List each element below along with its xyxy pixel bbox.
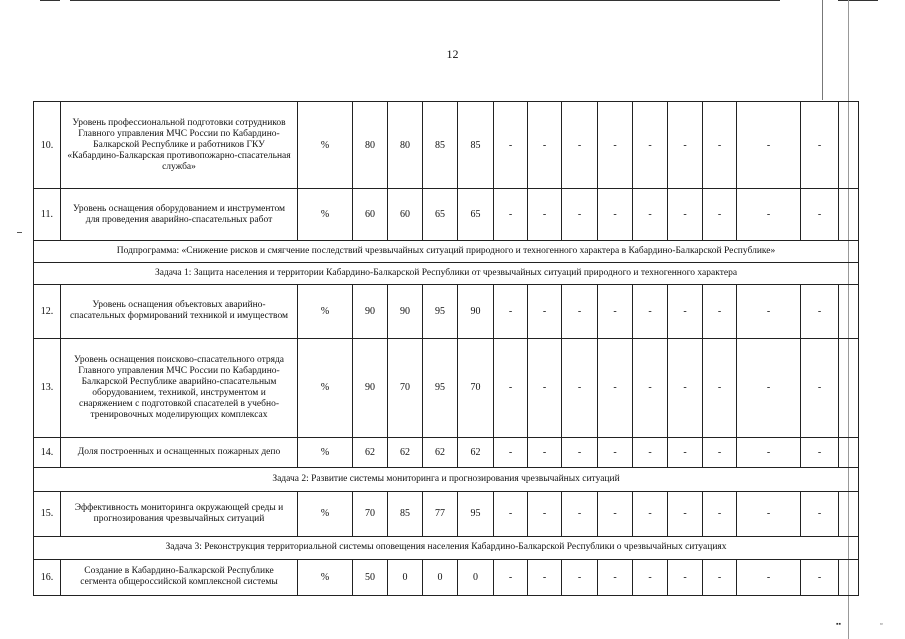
value-cell: 95 [423, 338, 458, 438]
section-row [34, 536, 859, 559]
table-row [34, 102, 859, 189]
value-cell: 62 [388, 438, 423, 468]
indicator-name: Уровень оснащения оборудованием и инструментом для проведения аварийно-спасательных работ [61, 189, 298, 241]
dash-cell: - [494, 492, 528, 537]
dash-cell: - [633, 189, 668, 241]
empty-cell [839, 438, 859, 468]
dash-cell: - [737, 338, 801, 438]
dash-cell: - [703, 189, 737, 241]
row-number: 10. [34, 102, 61, 189]
dash-cell: - [528, 284, 562, 338]
table-row [34, 559, 859, 595]
dash-cell: - [494, 338, 528, 438]
dash-cell: - [633, 102, 668, 189]
margin-mark [17, 232, 22, 233]
indicator-name: Доля построенных и оснащенных пожарных депо [61, 438, 298, 468]
dash-cell: - [737, 102, 801, 189]
dash-cell: - [494, 559, 528, 595]
value-cell: 0 [423, 559, 458, 595]
dash-cell: - [598, 492, 633, 537]
dash-cell: - [598, 559, 633, 595]
dash-cell: - [703, 338, 737, 438]
dash-cell: - [494, 438, 528, 468]
section-heading: Подпрограмма: «Снижение рисков и смягчение последствий чрезвычайных ситуаций природного и техногенного характера в Кабардино-Балкарской Республике» [34, 241, 859, 263]
value-cell: 62 [458, 438, 494, 468]
dash-cell: - [668, 438, 703, 468]
empty-cell [839, 338, 859, 438]
dash-cell: - [668, 559, 703, 595]
dash-cell: - [668, 102, 703, 189]
dash-cell: - [494, 284, 528, 338]
value-cell: 62 [423, 438, 458, 468]
dash-cell: - [703, 102, 737, 189]
table-row [34, 284, 859, 338]
value-cell: 65 [423, 189, 458, 241]
indicator-name: Создание в Кабардино-Балкарской Республике сегмента общероссийской комплексной системы [61, 559, 298, 595]
dash-cell: - [633, 284, 668, 338]
top-rule [70, 0, 780, 1]
unit-cell: % [298, 189, 353, 241]
value-cell: 70 [388, 338, 423, 438]
dash-cell: - [801, 189, 839, 241]
dash-cell: - [562, 559, 598, 595]
indicator-name: Уровень оснащения поисково-спасательного отряда Главного управления МЧС России по Кабардино-Балкарской Республике аварийно-спасательным оборудованием, техникой, инструментом и снаряжением с подготовкой спасателей в учебно-тренировочных моделирующих комплексах [61, 338, 298, 438]
top-rule [40, 0, 60, 1]
value-cell: 85 [423, 102, 458, 189]
row-number: 13. [34, 338, 61, 438]
dash-cell: - [562, 284, 598, 338]
dash-cell: - [562, 492, 598, 537]
dash-cell: - [737, 559, 801, 595]
unit-cell: % [298, 559, 353, 595]
row-number: 11. [34, 189, 61, 241]
dash-cell: - [703, 438, 737, 468]
empty-cell [839, 284, 859, 338]
section-row [34, 241, 859, 263]
empty-cell [839, 559, 859, 595]
dash-cell: - [562, 102, 598, 189]
dash-cell: - [528, 102, 562, 189]
table-row [34, 492, 859, 537]
dash-cell: - [494, 102, 528, 189]
dash-cell: - [801, 284, 839, 338]
dash-cell: - [801, 438, 839, 468]
value-cell: 90 [353, 338, 388, 438]
dash-cell: - [668, 284, 703, 338]
value-cell: 77 [423, 492, 458, 537]
dash-cell: - [737, 284, 801, 338]
indicator-name: Эффективность мониторинга окружающей среды и прогнозирования чрезвычайных ситуаций [61, 492, 298, 537]
value-cell: 95 [458, 492, 494, 537]
value-cell: 90 [458, 284, 494, 338]
dash-cell: - [668, 338, 703, 438]
dash-cell: - [737, 438, 801, 468]
dash-cell: - [633, 338, 668, 438]
unit-cell: % [298, 102, 353, 189]
row-number: 16. [34, 559, 61, 595]
value-cell: 85 [458, 102, 494, 189]
section-row [34, 262, 859, 284]
dash-cell: - [598, 102, 633, 189]
value-cell: 62 [353, 438, 388, 468]
value-cell: 90 [353, 284, 388, 338]
scan-mark: ▫ [880, 620, 883, 628]
dash-cell: - [528, 438, 562, 468]
value-cell: 80 [388, 102, 423, 189]
value-cell: 60 [388, 189, 423, 241]
dash-cell: - [528, 189, 562, 241]
dash-cell: - [668, 492, 703, 537]
empty-cell [839, 189, 859, 241]
table-row [34, 438, 859, 468]
dash-cell: - [801, 559, 839, 595]
table-row [34, 338, 859, 438]
indicator-name: Уровень оснащения объектовых аварийно-спасательных формирований техникой и имуществом [61, 284, 298, 338]
value-cell: 60 [353, 189, 388, 241]
section-heading: Задача 2: Развитие системы мониторинга и прогнозирования чрезвычайных ситуаций [34, 468, 859, 492]
row-number: 14. [34, 438, 61, 468]
dash-cell: - [562, 438, 598, 468]
section-heading: Задача 3: Реконструкция территориальной системы оповещения населения Кабардино-Балкарской Республики о чрезвычайных ситуациях [34, 536, 859, 559]
empty-cell [839, 102, 859, 189]
dash-cell: - [528, 559, 562, 595]
empty-cell [839, 492, 859, 537]
dash-cell: - [737, 492, 801, 537]
value-cell: 70 [353, 492, 388, 537]
value-cell: 90 [388, 284, 423, 338]
value-cell: 95 [423, 284, 458, 338]
dash-cell: - [703, 284, 737, 338]
dash-cell: - [598, 338, 633, 438]
dash-cell: - [801, 102, 839, 189]
dash-cell: - [598, 284, 633, 338]
section-heading: Задача 1: Защита населения и территории Кабардино-Балкарской Республики от чрезвычайных ситуаций природного и техногенного характера [34, 262, 859, 284]
unit-cell: % [298, 284, 353, 338]
top-rule [838, 0, 878, 1]
row-number: 12. [34, 284, 61, 338]
row-number: 15. [34, 492, 61, 537]
section-row [34, 468, 859, 492]
value-cell: 0 [458, 559, 494, 595]
indicator-name: Уровень профессиональной подготовки сотрудников Главного управления МЧС России по Кабардино-Балкарской Республике и работников ГКУ «Кабардино-Балкарская противопожарно-спасательная служба» [61, 102, 298, 189]
dash-cell: - [528, 492, 562, 537]
scan-mark: ▪▪ [836, 620, 841, 628]
dash-cell: - [703, 559, 737, 595]
value-cell: 85 [388, 492, 423, 537]
dash-cell: - [801, 492, 839, 537]
dash-cell: - [801, 338, 839, 438]
indicators-table [33, 101, 859, 596]
dash-cell: - [703, 492, 737, 537]
unit-cell: % [298, 492, 353, 537]
value-cell: 70 [458, 338, 494, 438]
dash-cell: - [737, 189, 801, 241]
dash-cell: - [633, 492, 668, 537]
dash-cell: - [598, 189, 633, 241]
dash-cell: - [668, 189, 703, 241]
page-number: 12 [446, 47, 459, 61]
dash-cell: - [528, 338, 562, 438]
table-row [34, 189, 859, 241]
value-cell: 0 [388, 559, 423, 595]
dash-cell: - [562, 189, 598, 241]
dash-cell: - [494, 189, 528, 241]
value-cell: 80 [353, 102, 388, 189]
unit-cell: % [298, 338, 353, 438]
value-cell: 50 [353, 559, 388, 595]
dash-cell: - [633, 559, 668, 595]
unit-cell: % [298, 438, 353, 468]
dash-cell: - [633, 438, 668, 468]
dash-cell: - [598, 438, 633, 468]
value-cell: 65 [458, 189, 494, 241]
dash-cell: - [562, 338, 598, 438]
